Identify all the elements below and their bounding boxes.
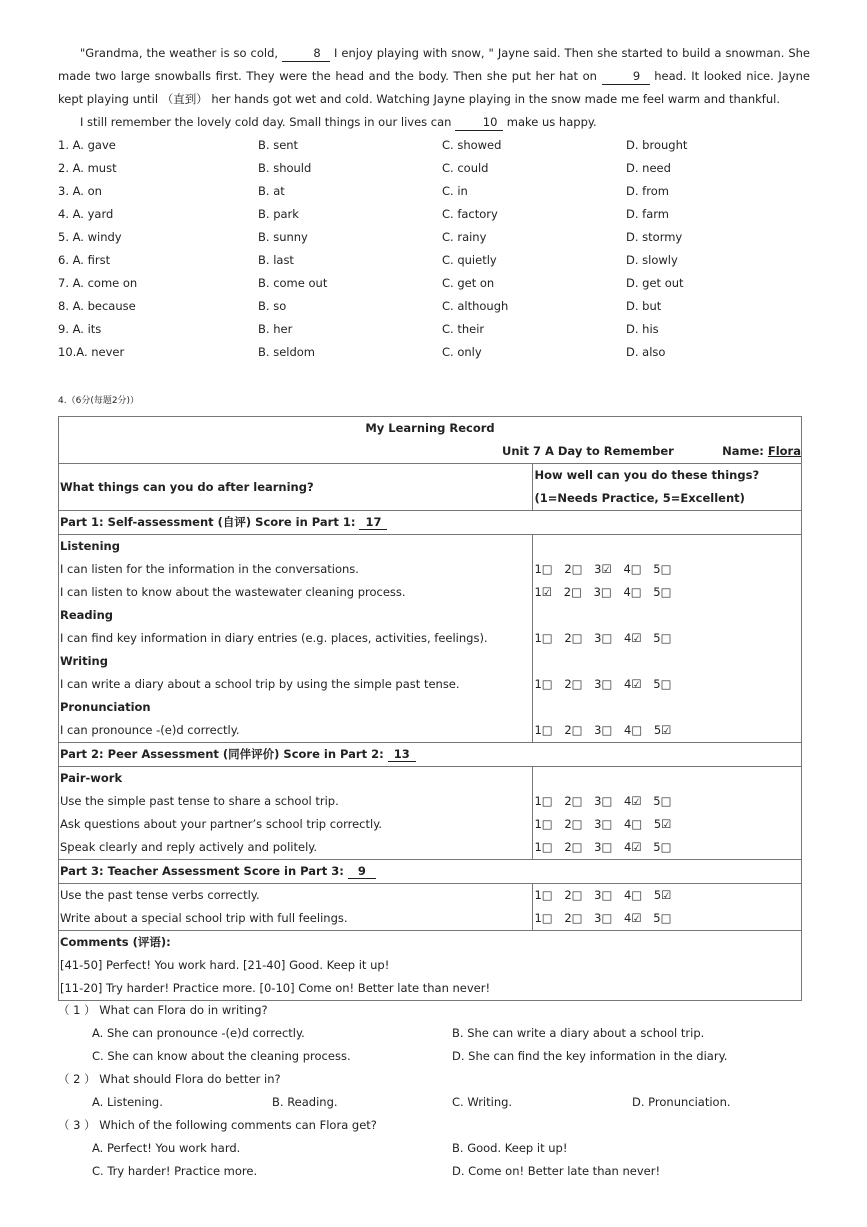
part2-label: Part 2: Peer Assessment (同伴评价) Score in Part 2:	[60, 747, 388, 761]
option-d: D. Come on! Better late than never!	[452, 1164, 661, 1178]
option-c: C. quietly	[442, 253, 497, 267]
rating-checkbox: 3□	[594, 794, 613, 808]
question-list	[58, 999, 810, 1183]
question-1-options	[58, 1045, 810, 1068]
option-a: 1. A. gave	[58, 138, 116, 152]
rating-checkbox: 2□	[564, 911, 583, 925]
option-c: C. although	[442, 299, 509, 313]
question-3	[58, 1114, 810, 1137]
passage-paragraph-2	[58, 111, 810, 134]
blank-8: 8	[282, 45, 330, 62]
rating-checkbox: 2□	[564, 888, 583, 902]
option-b: B. Reading.	[272, 1095, 338, 1109]
rating-checkbox: 3☑	[594, 562, 612, 576]
option-c: C. only	[442, 345, 482, 359]
option-c: C. factory	[442, 207, 498, 221]
part1-score: 17	[359, 515, 387, 530]
option-row	[58, 226, 810, 249]
rating-checkbox: 1□	[534, 817, 553, 831]
option-row	[58, 341, 810, 364]
reading-item-1: I can find key information in diary entries (e.g. places, activities, feelings).	[60, 631, 488, 645]
option-a: 10.A. never	[58, 345, 125, 359]
rating-checkbox: 3□	[594, 911, 613, 925]
rating-row	[534, 813, 801, 836]
option-a: A. She can pronounce -(e)d correctly.	[92, 1026, 305, 1040]
question-3-stem: （ 3 ） Which of the following comments can Flora get?	[58, 1118, 377, 1132]
rating-checkbox: 5□	[653, 677, 672, 691]
comments-label: Comments (评语):	[60, 935, 171, 949]
name-field	[722, 440, 801, 463]
option-a: A. Perfect! You work hard.	[92, 1141, 241, 1155]
option-d: D. stormy	[626, 230, 683, 244]
options-list	[58, 134, 810, 364]
option-a: 3. A. on	[58, 184, 102, 198]
unit-title: Unit 7 A Day to Remember	[502, 444, 674, 458]
question-3-options	[58, 1137, 810, 1160]
rating-checkbox: 2□	[564, 562, 583, 576]
option-b: B. sent	[258, 138, 299, 152]
option-a: 8. A. because	[58, 299, 136, 313]
rating-checkbox: 2□	[564, 677, 583, 691]
rating-checkbox: 4☑	[624, 677, 642, 691]
option-b: B. so	[258, 299, 287, 313]
option-d: D. need	[626, 161, 671, 175]
passage-text: head. It looked nice. Jayne kept playing until （直到） her hands got wet and cold. Watching Jayne playing in the snow made me feel warm and thankful.	[58, 69, 810, 106]
learning-record-table	[58, 416, 802, 1001]
rating-checkbox: 3□	[593, 585, 612, 599]
rating-checkbox: 4□	[623, 562, 642, 576]
option-row	[58, 157, 810, 180]
option-c: C. their	[442, 322, 485, 336]
part1-label: Part 1: Self-assessment (自评) Score in Part 1:	[60, 515, 360, 529]
name-label: Name:	[722, 444, 768, 458]
name-value: Flora	[767, 444, 801, 458]
rating-checkbox: 3□	[594, 723, 613, 737]
rating-checkbox: 1□	[534, 911, 553, 925]
option-a: 2. A. must	[58, 161, 117, 175]
teacher-item-2: Write about a special school trip with full feelings.	[60, 911, 348, 925]
rating-row	[534, 581, 801, 604]
rating-checkbox: 2□	[563, 585, 582, 599]
option-d: D. She can find the key information in the diary.	[452, 1049, 728, 1063]
rating-checkbox: 4☑	[624, 631, 642, 645]
rating-checkbox: 1□	[534, 677, 553, 691]
rating-checkbox: 4□	[623, 585, 642, 599]
option-d: D. but	[626, 299, 662, 313]
rating-checkbox: 5☑	[653, 888, 672, 902]
option-a: 7. A. come on	[58, 276, 138, 290]
rating-row	[534, 558, 801, 581]
passage-text: make us happy.	[503, 115, 597, 129]
option-row	[58, 180, 810, 203]
pairwork-heading: Pair-work	[60, 771, 123, 785]
question-2-options	[58, 1091, 810, 1114]
rating-checkbox: 5□	[653, 631, 672, 645]
option-b: B. She can write a diary about a school trip.	[452, 1026, 705, 1040]
option-c: C. rainy	[442, 230, 487, 244]
option-b: B. sunny	[258, 230, 308, 244]
option-b: B. Good. Keep it up!	[452, 1141, 568, 1155]
question-2	[58, 1068, 810, 1091]
rating-row	[534, 884, 801, 907]
question-1	[58, 999, 810, 1022]
listening-heading: Listening	[60, 539, 120, 553]
comments-line-2: [11-20] Try harder! Practice more. [0-10] Come on! Better late than never!	[60, 981, 491, 995]
rating-row	[534, 836, 801, 859]
comments-line-1: [41-50] Perfect! You work hard. [21-40] Good. Keep it up!	[60, 958, 390, 972]
rating-checkbox: 1□	[534, 888, 553, 902]
passage-text: "Grandma, the weather is so cold,	[80, 46, 283, 60]
pairwork-item-2: Ask questions about your partner’s school trip correctly.	[60, 817, 383, 831]
option-row	[58, 134, 810, 157]
rating-checkbox: 3□	[594, 631, 613, 645]
rating-checkbox: 1☑	[534, 585, 553, 599]
rating-checkbox: 5□	[653, 585, 672, 599]
record-subtitle	[59, 440, 801, 463]
rating-checkbox: 2□	[564, 631, 583, 645]
question-3-options	[58, 1160, 810, 1183]
rating-checkbox: 2□	[564, 723, 583, 737]
option-c: C. showed	[442, 138, 502, 152]
blank-10: 10	[455, 114, 503, 131]
option-a: A. Listening.	[92, 1095, 163, 1109]
passage-text: I still remember the lovely cold day. Small things in our lives can	[80, 115, 456, 129]
option-d: D. farm	[626, 207, 669, 221]
option-a: 5. A. windy	[58, 230, 122, 244]
right-header-2: (1=Needs Practice, 5=Excellent)	[534, 491, 745, 505]
option-d: D. slowly	[626, 253, 678, 267]
rating-checkbox: 5□	[653, 562, 672, 576]
rating-checkbox: 5□	[653, 911, 672, 925]
rating-checkbox: 1□	[534, 631, 553, 645]
right-header-1: How well can you do these things?	[534, 468, 760, 482]
option-c: C. She can know about the cleaning process.	[92, 1049, 351, 1063]
rating-checkbox: 5☑	[653, 723, 672, 737]
rating-checkbox: 2□	[564, 817, 583, 831]
option-d: D. his	[626, 322, 659, 336]
pronunciation-item-1: I can pronounce -(e)d correctly.	[60, 723, 240, 737]
rating-checkbox: 4☑	[624, 840, 642, 854]
passage-text: I enjoy playing with snow, " Jayne said. Then she started to build a snowman. She made two large snowballs first. They were the head and the body. Then she put her hat on	[58, 46, 810, 83]
pairwork-item-3: Speak clearly and reply actively and politely.	[60, 840, 318, 854]
reading-heading: Reading	[60, 608, 114, 622]
question-1-stem: （ 1 ） What can Flora do in writing?	[58, 1003, 268, 1017]
option-b: B. her	[258, 322, 293, 336]
option-b: B. at	[258, 184, 285, 198]
option-c: C. Writing.	[452, 1095, 513, 1109]
rating-checkbox: 1□	[534, 794, 553, 808]
writing-heading: Writing	[60, 654, 108, 668]
rating-row	[534, 719, 801, 742]
rating-checkbox: 3□	[594, 677, 613, 691]
rating-row	[534, 627, 801, 650]
pronunciation-heading: Pronunciation	[60, 700, 151, 714]
rating-checkbox: 1□	[534, 723, 553, 737]
option-c: C. get on	[442, 276, 495, 290]
rating-row	[534, 790, 801, 813]
option-d: D. get out	[626, 276, 684, 290]
rating-checkbox: 5☑	[653, 817, 672, 831]
option-b: B. come out	[258, 276, 328, 290]
rating-checkbox: 5□	[653, 840, 672, 854]
option-row	[58, 203, 810, 226]
passage-paragraph-1	[58, 42, 810, 111]
rating-checkbox: 4☑	[624, 911, 642, 925]
listening-item-1: I can listen for the information in the conversations.	[60, 562, 359, 576]
option-b: B. park	[258, 207, 299, 221]
option-row	[58, 295, 810, 318]
part3-label: Part 3: Teacher Assessment Score in Part 3:	[60, 864, 348, 878]
teacher-item-1: Use the past tense verbs correctly.	[60, 888, 260, 902]
question-1-options	[58, 1022, 810, 1045]
rating-checkbox: 4□	[624, 888, 643, 902]
rating-row	[534, 907, 801, 930]
rating-checkbox: 2□	[564, 794, 583, 808]
part3-score: 9	[348, 864, 376, 879]
rating-row	[534, 673, 801, 696]
rating-checkbox: 4□	[624, 817, 643, 831]
option-d: D. also	[626, 345, 666, 359]
part2-header	[60, 743, 801, 766]
option-b: B. last	[258, 253, 294, 267]
rating-checkbox: 1□	[534, 562, 553, 576]
rating-checkbox: 3□	[594, 840, 613, 854]
option-row	[58, 318, 810, 341]
option-c: C. Try harder! Practice more.	[92, 1164, 258, 1178]
rating-checkbox: 2□	[564, 840, 583, 854]
blank-9: 9	[602, 68, 650, 85]
option-a: 6. A. first	[58, 253, 111, 267]
rating-checkbox: 1□	[534, 840, 553, 854]
option-c: C. in	[442, 184, 468, 198]
rating-checkbox: 5□	[653, 794, 672, 808]
part1-header	[60, 511, 801, 534]
part3-header	[60, 860, 801, 883]
part2-score: 13	[388, 747, 416, 762]
rating-checkbox: 3□	[594, 817, 613, 831]
pairwork-item-1: Use the simple past tense to share a school trip.	[60, 794, 339, 808]
rating-checkbox: 3□	[594, 888, 613, 902]
question-4-header: 4.（6分(每题2分)）	[58, 396, 140, 406]
option-d: D. brought	[626, 138, 688, 152]
listening-item-2: I can listen to know about the wastewater cleaning process.	[60, 585, 406, 599]
left-header: What things can you do after learning?	[60, 479, 314, 494]
option-row	[58, 272, 810, 295]
option-a: 4. A. yard	[58, 207, 114, 221]
option-b: B. should	[258, 161, 312, 175]
rating-checkbox: 4□	[624, 723, 643, 737]
option-d: D. Pronunciation.	[632, 1095, 731, 1109]
record-title: My Learning Record	[365, 421, 495, 435]
writing-item-1: I can write a diary about a school trip by using the simple past tense.	[60, 677, 460, 691]
option-d: D. from	[626, 184, 669, 198]
option-c: C. could	[442, 161, 489, 175]
option-a: 9. A. its	[58, 322, 102, 336]
option-row	[58, 249, 810, 272]
question-2-stem: （ 2 ） What should Flora do better in?	[58, 1072, 281, 1086]
rating-checkbox: 4☑	[624, 794, 642, 808]
option-b: B. seldom	[258, 345, 316, 359]
